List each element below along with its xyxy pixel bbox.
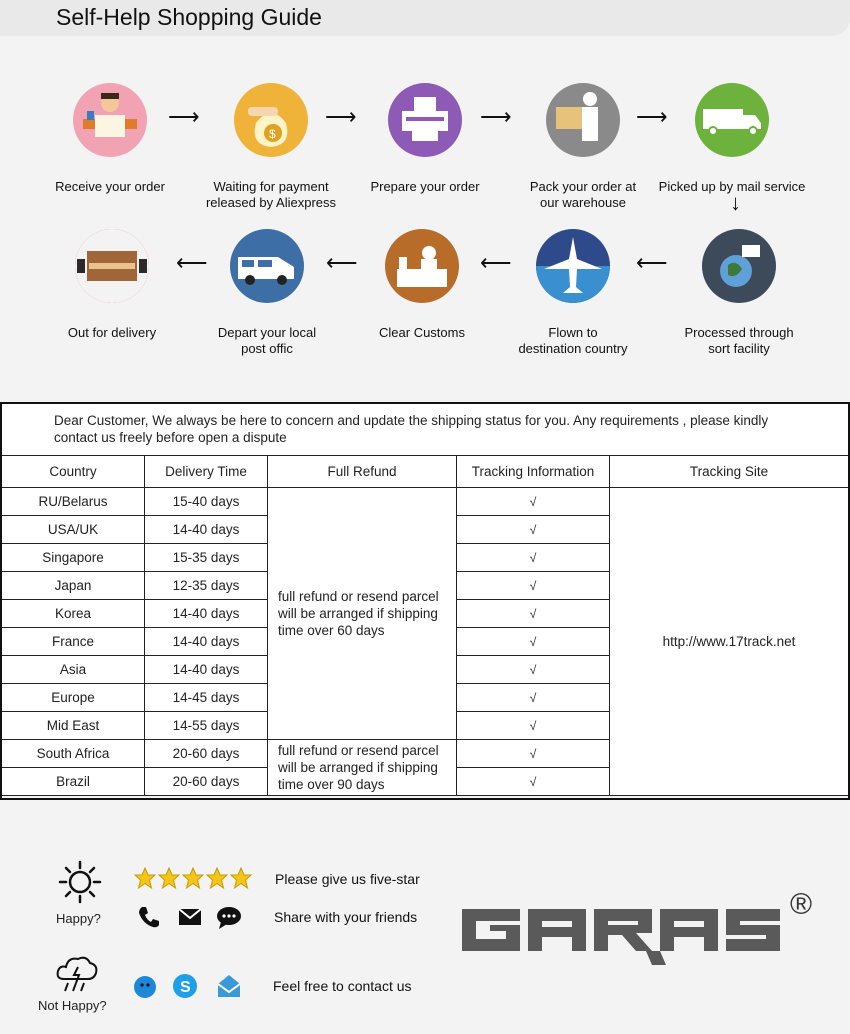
tracking-check: √ — [457, 488, 610, 516]
step-receive-order — [30, 83, 190, 195]
country-cell: Europe — [2, 684, 145, 712]
country-cell: Singapore — [2, 544, 145, 572]
country-cell: Asia — [2, 656, 145, 684]
header-tracking-info: Tracking Information — [457, 456, 610, 488]
step-label: Prepare your order — [370, 179, 480, 194]
step-picked-up — [652, 83, 812, 195]
arrow-right-icon: ⟶ — [325, 104, 357, 129]
step-label: Pack your order at our warehouse — [529, 179, 637, 210]
step-label: Flown to destination country — [518, 325, 628, 356]
skype-icon[interactable] — [172, 973, 198, 999]
header-delivery-time: Delivery Time — [145, 456, 268, 488]
parcel-icon — [75, 229, 149, 303]
garas-logo-graphic — [460, 895, 782, 967]
step-out-delivery — [32, 229, 192, 341]
money-bag-icon — [234, 83, 308, 157]
country-cell: France — [2, 628, 145, 656]
phone-icon[interactable] — [136, 904, 162, 930]
box-worker-icon — [546, 83, 620, 157]
truck-icon — [695, 83, 769, 157]
country-cell: Korea — [2, 600, 145, 628]
country-cell: USA/UK — [2, 516, 145, 544]
globe-mail-icon — [702, 229, 776, 303]
arrow-right-icon: ⟶ — [636, 104, 668, 129]
time-cell: 15-35 days — [145, 544, 268, 572]
arrow-left-icon: ⟵ — [480, 250, 512, 275]
step-label: Out for delivery — [67, 325, 157, 340]
step-waiting-payment — [191, 83, 351, 211]
arrow-left-icon: ⟵ — [636, 250, 668, 275]
tracking-check: √ — [457, 516, 610, 544]
time-cell: 14-55 days — [145, 712, 268, 740]
step-flown — [493, 229, 653, 357]
header-country: Country — [2, 456, 145, 488]
country-cell: Japan — [2, 572, 145, 600]
tracking-check: √ — [457, 684, 610, 712]
tracking-check: √ — [457, 572, 610, 600]
time-cell: 14-40 days — [145, 656, 268, 684]
country-cell: RU/Belarus — [2, 488, 145, 516]
star-icon[interactable] — [182, 867, 204, 889]
messenger-bird-icon[interactable] — [132, 973, 158, 999]
garas-logo — [460, 895, 782, 972]
table-header-row — [2, 456, 849, 488]
airplane-icon — [536, 229, 610, 303]
tracking-check: √ — [457, 628, 610, 656]
time-cell: 15-40 days — [145, 488, 268, 516]
customer-notice: Dear Customer, We always be here to concern and update the shipping status for you. Any requirements , please kindly contact us freely before open a dispute — [2, 404, 849, 456]
tracking-check: √ — [457, 712, 610, 740]
registered-mark: ® — [790, 888, 813, 921]
chat-icon[interactable] — [215, 904, 241, 930]
step-clear-customs — [342, 229, 502, 341]
step-label: Depart your local post offic — [217, 325, 317, 356]
not-happy-label: Not Happy? — [38, 998, 107, 1013]
tracking-check: √ — [457, 656, 610, 684]
arrow-left-icon: ⟵ — [176, 250, 208, 275]
step-label: Clear Customs — [379, 325, 465, 340]
shipping-table — [1, 403, 849, 796]
step-label: Receive your order — [55, 179, 165, 194]
refund-90-cell: full refund or resend parcel will be arranged if shipping time over 90 days — [268, 740, 457, 796]
svg-text:S: S — [180, 979, 191, 996]
time-cell: 14-40 days — [145, 600, 268, 628]
step-depart-post — [187, 229, 347, 357]
page-title: Self-Help Shopping Guide — [56, 4, 322, 30]
arrow-right-icon: ⟶ — [480, 104, 512, 129]
step-label: Processed through sort facility — [684, 325, 794, 356]
customs-officer-icon — [385, 229, 459, 303]
printer-icon — [388, 83, 462, 157]
arrow-left-icon: ⟵ — [326, 250, 358, 275]
table-row — [2, 488, 849, 516]
time-cell: 14-40 days — [145, 516, 268, 544]
happy-label: Happy? — [56, 911, 101, 926]
tracking-check: √ — [457, 544, 610, 572]
time-cell: 14-40 days — [145, 628, 268, 656]
time-cell: 12-35 days — [145, 572, 268, 600]
rain-cloud-icon — [54, 953, 100, 1000]
country-cell: Mid East — [2, 712, 145, 740]
step-pack-order — [503, 83, 663, 211]
svg-text:$: $ — [269, 127, 276, 141]
sun-icon — [58, 860, 102, 909]
star-icon[interactable] — [158, 867, 180, 889]
tracking-check: √ — [457, 740, 610, 768]
header-full-refund: Full Refund — [268, 456, 457, 488]
step-label: Picked up by mail service — [658, 179, 806, 194]
star-icon[interactable] — [230, 867, 252, 889]
step-prepare-order — [345, 83, 505, 195]
header-tracking-site: Tracking Site — [610, 456, 849, 488]
receive-order-icon — [73, 83, 147, 157]
arrow-right-icon: ⟶ — [168, 104, 200, 129]
star-icon[interactable] — [206, 867, 228, 889]
envelope-icon[interactable] — [177, 904, 203, 930]
step-processed-sort — [659, 229, 819, 357]
contact-text: Feel free to contact us — [273, 978, 412, 994]
step-label: Waiting for payment released by Aliexpress — [205, 179, 337, 210]
country-cell: South Africa — [2, 740, 145, 768]
time-cell: 20-60 days — [145, 740, 268, 768]
tracking-check: √ — [457, 600, 610, 628]
time-cell: 14-45 days — [145, 684, 268, 712]
van-icon — [230, 229, 304, 303]
email-icon[interactable] — [215, 972, 241, 998]
country-cell: Brazil — [2, 768, 145, 796]
tracking-site-cell[interactable]: http://www.17track.net — [610, 488, 849, 796]
time-cell: 20-60 days — [145, 768, 268, 796]
arrow-down-icon: ↓ — [730, 190, 741, 215]
star-icon[interactable] — [134, 867, 156, 889]
five-star-text: Please give us five-star — [275, 871, 420, 887]
share-text: Share with your friends — [274, 909, 418, 925]
refund-60-cell: full refund or resend parcel will be arranged if shipping time over 60 days — [268, 488, 457, 740]
tracking-check: √ — [457, 768, 610, 796]
